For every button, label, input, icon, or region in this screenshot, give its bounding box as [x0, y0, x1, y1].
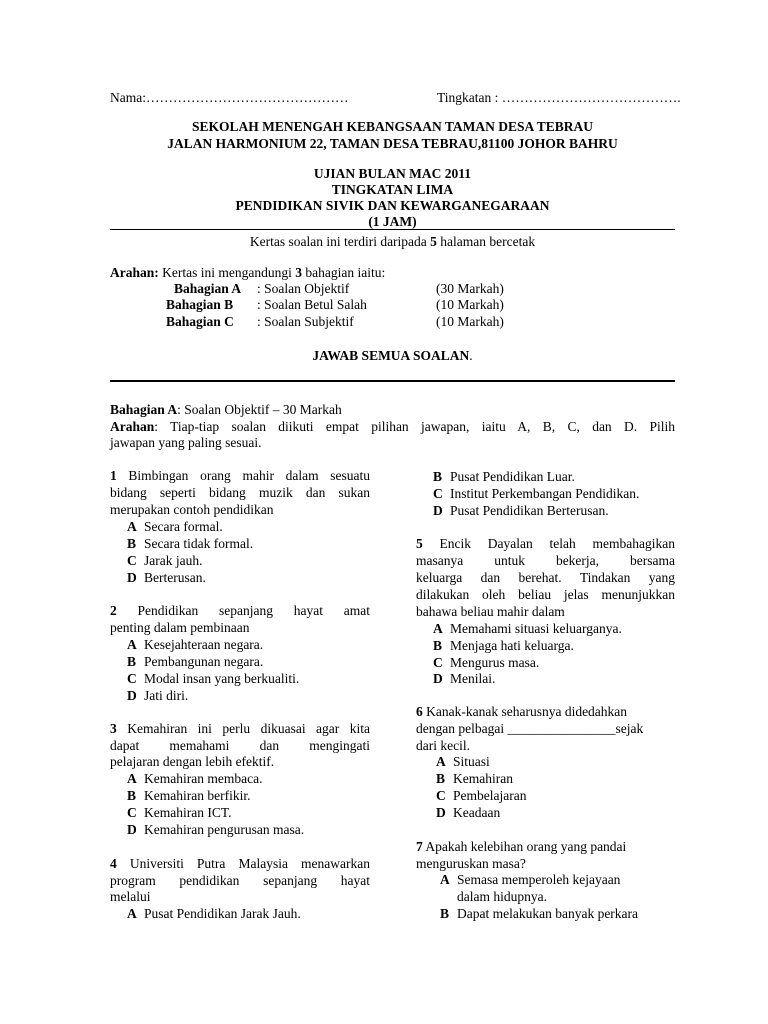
- option-d[interactable]: D Kemahiran pengurusan masa.: [127, 822, 305, 837]
- option-a[interactable]: A Semasa memperoleh kejayaan: [440, 872, 621, 887]
- question-text-line: 4 Universiti Putra Malaysia menawarkan: [110, 856, 370, 871]
- question-text-line: bahawa beliau mahir dalam: [416, 604, 565, 619]
- form-title: TINGKATAN LIMA: [331, 182, 454, 197]
- question-text-line: 2 Pendidikan sepanjang hayat amat: [110, 603, 370, 618]
- section-c-marks: (10 Markah): [436, 314, 504, 329]
- question-text-line: menguruskan masa?: [416, 856, 526, 871]
- option-a[interactable]: A Pusat Pendidikan Jarak Jauh.: [127, 906, 301, 921]
- section-c-type: : Soalan Subjektif: [257, 314, 354, 329]
- option-b[interactable]: B Pembangunan negara.: [127, 654, 264, 669]
- question-text-line: dengan pelbagai ________________sejak: [416, 721, 644, 736]
- option-a[interactable]: A Kemahiran membaca.: [127, 771, 263, 786]
- option-c[interactable]: C Modal insan yang berkualiti.: [127, 671, 300, 686]
- tingkatan-field[interactable]: Tingkatan : ………………………………….: [437, 90, 681, 105]
- section-b-marks: (10 Markah): [436, 297, 504, 312]
- option-b[interactable]: B Kemahiran: [436, 771, 513, 786]
- question-text-line: 3 Kemahiran ini perlu dikuasai agar kita: [110, 721, 370, 736]
- section-a-name: Bahagian A: [174, 281, 242, 296]
- option-c[interactable]: C Mengurus masa.: [433, 655, 540, 670]
- nama-field[interactable]: Nama:………………………………………: [110, 90, 349, 105]
- question-text-line: program pendidikan sepanjang hayat: [110, 873, 370, 888]
- question-text-line: pelajaran dengan lebih efektif.: [110, 754, 275, 769]
- option-c[interactable]: C Institut Perkembangan Pendidikan.: [433, 486, 640, 501]
- question-text-line: keluarga dan berehat. Tindakan yang: [416, 570, 675, 585]
- instructions-divider: [110, 380, 675, 382]
- section-a-arahan-line2: jawapan yang paling sesuai.: [110, 435, 262, 450]
- exam-title: UJIAN BULAN MAC 2011: [313, 166, 472, 181]
- option-d[interactable]: D Menilai.: [433, 671, 496, 686]
- option-a[interactable]: A Situasi: [436, 754, 490, 769]
- option-a[interactable]: A Secara formal.: [127, 519, 223, 534]
- question-text-line: 1 Bimbingan orang mahir dalam sesuatu: [110, 468, 370, 483]
- question-text-line: 6 Kanak-kanak seharusnya didedahkan: [416, 704, 628, 719]
- section-b-type: : Soalan Betul Salah: [257, 297, 367, 312]
- option-a[interactable]: A Memahami situasi keluarganya.: [433, 621, 622, 636]
- duration: (1 JAM): [368, 214, 417, 229]
- question-text-line: dapat memahami dan mengingati: [110, 738, 370, 753]
- question-text-line: masanya untuk bekerja, bersama: [416, 553, 675, 568]
- option-c[interactable]: C Kemahiran ICT.: [127, 805, 232, 820]
- option-d[interactable]: D Pusat Pendidikan Berterusan.: [433, 503, 609, 518]
- section-b-name: Bahagian B: [166, 297, 234, 312]
- question-text-line: 5 Encik Dayalan telah membahagikan: [416, 536, 675, 551]
- option-c[interactable]: C Jarak jauh.: [127, 553, 203, 568]
- school-address: JALAN HARMONIUM 22, TAMAN DESA TEBRAU,81100 JOHOR BAHRU: [167, 136, 618, 151]
- option-d[interactable]: D Berterusan.: [127, 570, 206, 585]
- section-a-heading: Bahagian A: Soalan Objektif – 30 Markah: [110, 402, 342, 417]
- option-b[interactable]: B Menjaga hati keluarga.: [433, 638, 574, 653]
- question-text-line: bidang seperti bidang muzik dan sukan: [110, 485, 370, 500]
- question-text-line: dari kecil.: [416, 738, 470, 753]
- header-divider: [110, 229, 675, 230]
- question-text-line: merupakan contoh pendidikan: [110, 502, 274, 517]
- section-a-arahan-line1: Arahan: Tiap-tiap soalan diikuti empat pilihan jawapan, iaitu A, B, C, dan D. Pilih: [110, 419, 675, 434]
- option-a-continued: dalam hidupnya.: [457, 889, 547, 904]
- answer-all-instruction: JAWAB SEMUA SOALAN.: [312, 348, 473, 363]
- option-b[interactable]: B Pusat Pendidikan Luar.: [433, 469, 575, 484]
- question-text-line: 7 Apakah kelebihan orang yang pandai: [416, 839, 627, 854]
- school-name: SEKOLAH MENENGAH KEBANGSAAN TAMAN DESA TEBRAU: [192, 119, 593, 134]
- option-a[interactable]: A Kesejahteraan negara.: [127, 637, 264, 652]
- option-b[interactable]: B Dapat melakukan banyak perkara: [440, 906, 639, 921]
- arahan-intro: Arahan: Kertas ini mengandungi 3 bahagian iaitu:: [110, 265, 386, 280]
- question-text-line: penting dalam pembinaan: [110, 620, 250, 635]
- option-c[interactable]: C Pembelajaran: [436, 788, 527, 803]
- subject-title: PENDIDIKAN SIVIK DAN KEWARGANEGARAAN: [235, 198, 550, 213]
- option-d[interactable]: D Keadaan: [436, 805, 501, 820]
- section-a-type: : Soalan Objektif: [257, 281, 350, 296]
- question-text-line: melalui: [110, 889, 151, 904]
- section-c-name: Bahagian C: [166, 314, 234, 329]
- option-d[interactable]: D Jati diri.: [127, 688, 189, 703]
- question-text-line: dilakukan oleh beliau jelas menunjukkan: [416, 587, 675, 602]
- page-count-note: Kertas soalan ini terdiri daripada 5 halaman bercetak: [249, 234, 536, 249]
- section-a-marks: (30 Markah): [436, 281, 504, 296]
- option-b[interactable]: B Kemahiran berfikir.: [127, 788, 251, 803]
- option-b[interactable]: B Secara tidak formal.: [127, 536, 254, 551]
